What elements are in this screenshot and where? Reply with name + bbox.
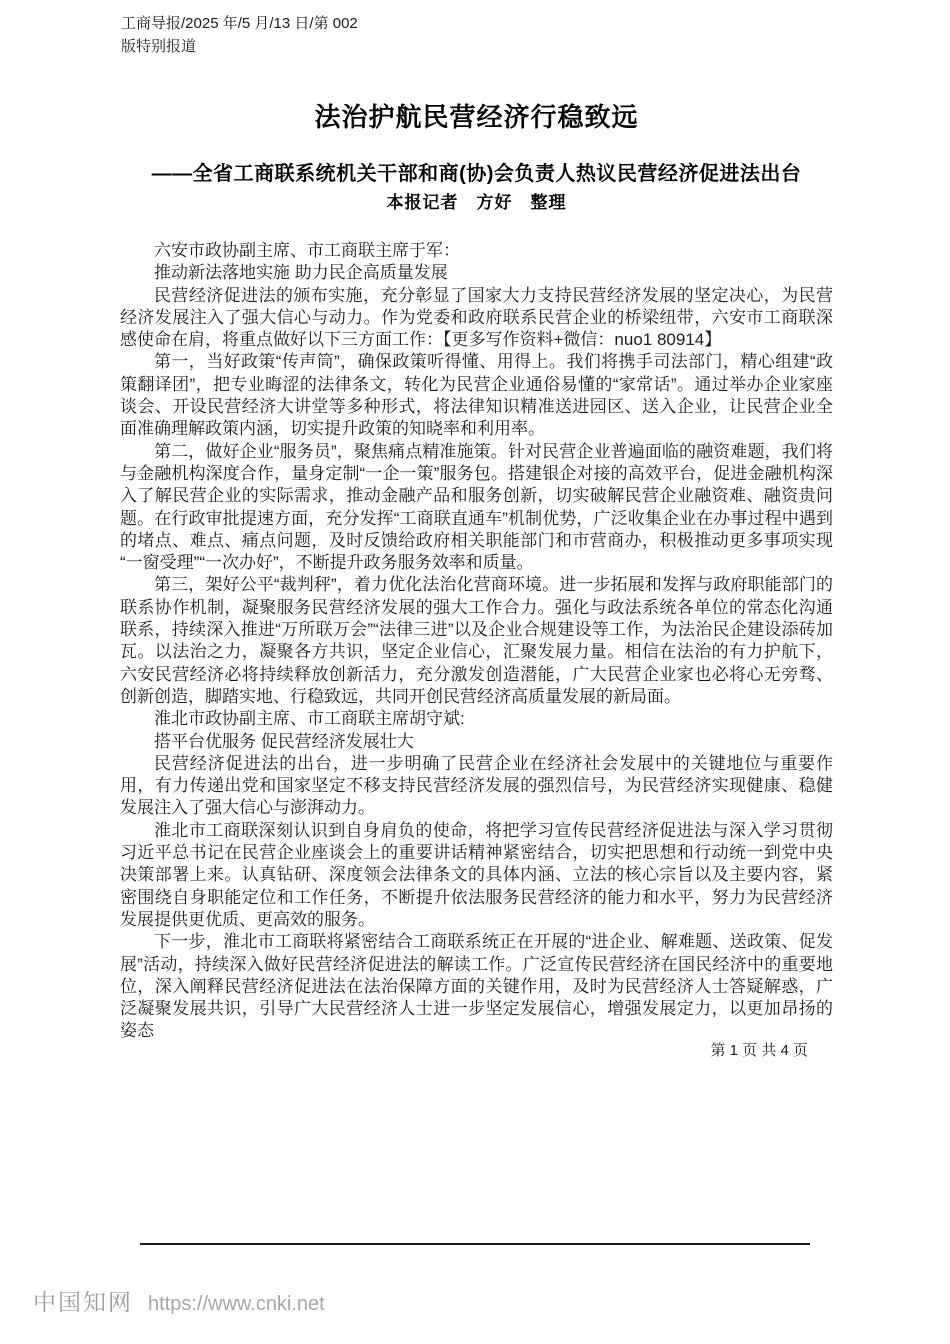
publication-info-line-2: 版特别报道 [121,38,197,55]
publication-info-line-1: 工商导报/2025 年/5 月/13 日/第 002 [121,15,358,32]
page-number: 第 1 页 共 4 页 [710,1042,808,1059]
cnki-url-text: https://www.cnki.net [148,1293,325,1315]
article-paragraph: 民营经济促进法的出台，进一步明确了民营企业在经济社会发展中的关键地位与重要作用，有力传递出党和国家坚定不移支持民营经济发展的强烈信号，为民营经济实现健康、稳健发展注入了强大信心与澎湃动力。 [120,753,833,818]
article-paragraph-section-subhead: 搭平台优服务 促民营经济发展壮大 [154,731,414,751]
footer-divider-line [140,1243,810,1245]
article-paragraph: 下一步，淮北市工商联将紧密结合工商联系统正在开展的“进企业、解难题、送政策、促发展”活动，持续深入做好民营经济促进法的解读工作。广泛宣传民营经济在国民经济中的重要地位，深入阐释民营经济促进法在法治保障方面的关键作用，及时为民营经济人士答疑解惑，广泛凝聚发展共识，引导广大民营经济人士进一步坚定发展信心，增强发展定力，以更加昂扬的姿态 [120,932,833,1041]
article-byline: 本报记者 方好 整理 [386,193,567,212]
cnki-footer [33,1284,325,1317]
article-body [120,240,833,1043]
publication-info [121,12,431,58]
article-paragraph: 民营经济促进法的颁布实施，充分彰显了国家大力支持民营经济发展的坚定决心，为民营经济发展注入了强大信心与动力。作为党委和政府联系民营企业的桥梁纽带，六安市工商联深感使命在肩，将重点做好以下三方面工作：【更多写作资料+微信：nuo1 80914】 [120,285,833,350]
article-paragraph: 淮北市工商联深刻认识到自身肩负的使命，将把学习宣传民营经济促进法与深入学习贯彻习近平总书记在民营企业座谈会上的重要讲话精神紧密结合，切实把思想和行动统一到党中央决策部署上来。认真钻研、深度领会法律条文的具体内涵、立法的核心宗旨以及主要内容，紧密围绕自身职能定位和工作任务，不断提升依法服务民营经济的能力和水平，努力为民营经济发展提供更优质、更高效的服务。 [120,820,833,929]
article-title: 法治护航民营经济行稳致远 [314,102,639,133]
article-paragraph: 第三，架好公平“裁判秤”，着力优化法治化营商环境。进一步拓展和发挥与政府职能部门的联系协作机制，凝聚服务民营经济发展的强大工作合力。强化与政法系统各单位的常态化沟通联系，持续深入推进“万所联万会”“法律三进”以及企业合规建设等工作，为法治民企建设添砖加瓦。以法治之力，凝聚各方共识，坚定企业信心，汇聚发展力量。相信在法治的有力护航下，六安民营经济必将持续释放创新活力，充分激发创造潜能，广大民营企业家也必将心无旁骛、创新创造，脚踏实地、行稳致远，共同开创民营经济高质量发展的新局面。 [120,575,833,706]
article-paragraph: 第二，做好企业“服务员”，聚焦痛点精准施策。针对民营企业普遍面临的融资难题，我们将与金融机构深度合作，量身定制“一企一策”服务包。搭建银企对接的高效平台，促进金融机构深入了解民营企业的实际需求，推动金融产品和服务创新，切实破解民营企业融资难、融资贵问题。在行政审批提速方面，充分发挥“工商联直通车”机制优势，广泛收集企业在办事过程中遇到的堵点、难点、痛点问题，及时反馈给政府相关职能部门和市营商办，积极推动更多事项实现“一窗受理”“一次办好”，不断提升政务服务效率和质量。 [120,441,833,573]
article-paragraph-section-subhead: 推动新法落地实施 助力民企高质量发展 [154,263,448,283]
article-paragraph-section-header: 六安市政协副主席、市工商联主席于军： [154,241,460,260]
article-subtitle: ——全省工商联系统机关干部和商(协)会负责人热议民营经济促进法出台 [151,162,802,185]
article-paragraph-section-header: 淮北市政协副主席、市工商联主席胡守斌: [154,709,465,729]
article-paragraph: 第一，当好政策“传声筒”，确保政策听得懂、用得上。我们将携手司法部门，精心组建“政策翻译团”，把专业晦涩的法律条文，转化为民营企业通俗易懂的“家常话”。通过举办企业家座谈会、开设民营经济大讲堂等多种形式，将法律知识精准送进园区、送入企业，让民营企业全面准确理解政策内涵，切实提升政策的知晓率和利用率。 [120,352,833,439]
cnki-brand-text: 中国知网 [33,1289,133,1315]
